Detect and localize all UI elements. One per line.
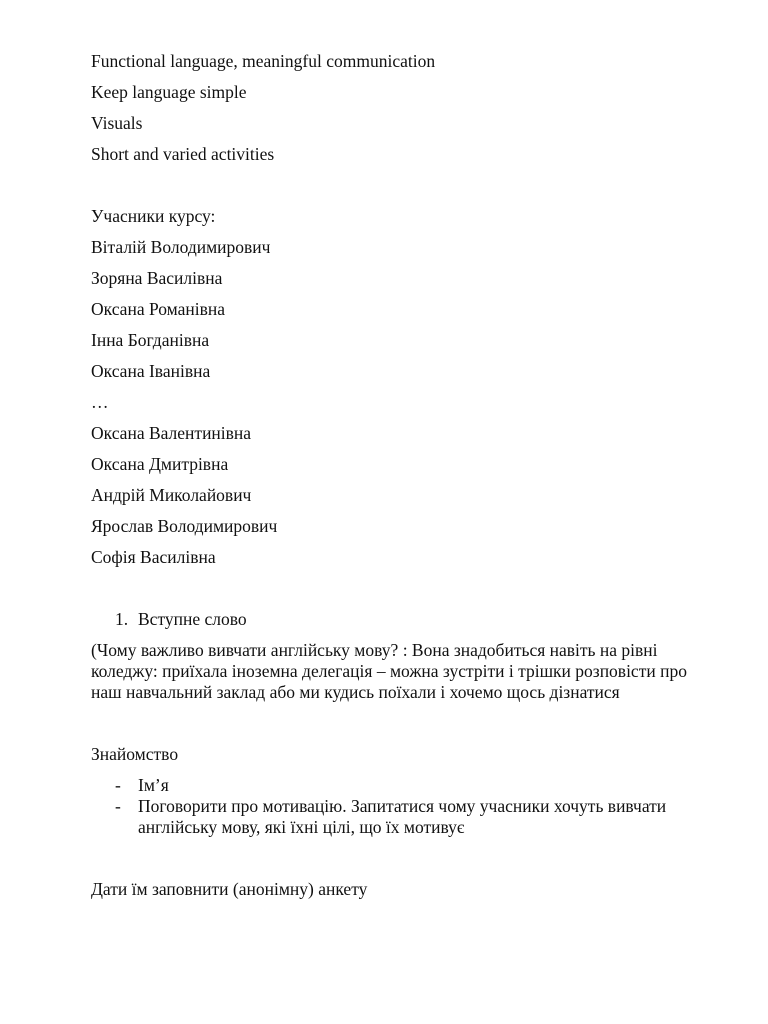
list-item <box>91 775 716 796</box>
participants-ellipsis: … <box>91 392 109 412</box>
list-item <box>91 796 716 838</box>
participant-name: Оксана Дмитрівна <box>91 454 229 474</box>
blank-line <box>91 578 716 599</box>
bullet-dash: - <box>115 796 121 816</box>
blank-line <box>91 713 716 734</box>
participant-name: Оксана Валентинівна <box>91 423 252 443</box>
participant-name: Оксана Іванівна <box>91 361 211 381</box>
blank-line <box>91 175 716 196</box>
closing-line: Дати їм заповнити (анонімну) анкету <box>91 879 368 899</box>
participant-name: Інна Богданівна <box>91 330 210 350</box>
principle-line: Keep language simple <box>91 82 247 102</box>
principle-line: Functional language, meaningful communication <box>91 51 436 71</box>
bullet-dash: - <box>115 775 121 795</box>
participant-name: Віталій Володимирович <box>91 237 271 257</box>
principle-line: Short and varied activities <box>91 144 275 164</box>
participant-name: Ярослав Володимирович <box>91 516 278 536</box>
acquaintance-heading: Знайомство <box>91 744 179 764</box>
list-number: 1. <box>115 609 129 629</box>
participants-heading: Учасники курсу: <box>91 206 216 226</box>
list-item-text: Поговорити про мотивацію. Запитатися чому учасники хочуть вивчати англійську мову, які їхні цілі, що їх мотивує <box>138 796 667 837</box>
participant-name: Оксана Романівна <box>91 299 226 319</box>
intro-paragraph: (Чому важливо вивчати англійську мову? : Вона знадобиться навіть на рівні коледжу: приїхала іноземна делегація – можна зустріти і трішки розповісти про наш навчальний заклад або ми кудись поїхали і хочемо щось дізнатися <box>91 640 687 702</box>
intro-title: Вступне слово <box>138 609 247 629</box>
participant-name: Андрій Миколайович <box>91 485 252 505</box>
intro-numbered-item <box>91 609 716 630</box>
principle-line: Visuals <box>91 113 143 133</box>
participant-name: Зоряна Василівна <box>91 268 223 288</box>
acquaintance-list <box>91 775 716 838</box>
document-body <box>91 51 716 910</box>
blank-line <box>91 848 716 869</box>
participant-name: Софія Василівна <box>91 547 216 567</box>
list-item-text: Ім’я <box>138 775 169 795</box>
